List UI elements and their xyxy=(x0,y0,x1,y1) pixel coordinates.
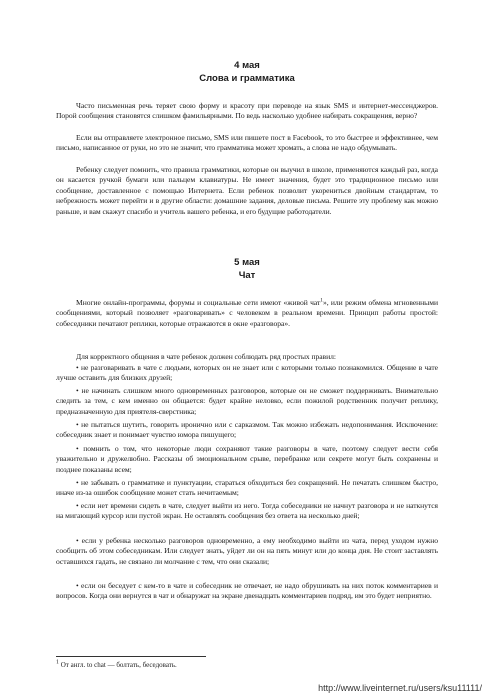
rule-item-6: • если нет времени сидеть в чате, следует выйти из него. Тогда собеседники не начнут разговора и не наткнутся на мигающий курсор или пустой экран. Не оставлять сообщения без ответа на несколько дней; xyxy=(56,501,438,521)
rule-item-2: • не начинать слишком много одновременных разговоров, которые он не сможет поддерживать. Внимательно следить за тем, с кем именно он общается: будет крайне неловко, если пожилой родственник получит реплику, предназначенную для приятеля-сверстника; xyxy=(56,386,438,416)
section1-date: 4 мая xyxy=(234,60,260,71)
footnote xyxy=(56,661,177,670)
rule-item-7: • если у ребенка несколько разговоров одновременно, а ему необходимо выйти из чата, перед уходом нужно сообщить об этом собеседникам. Или следует знать, уйдет ли он на пять минут или до конца дня. Не стоит заставлять оставшихся гадать, не связано ли молчание с тем, что они сказали; xyxy=(56,536,438,566)
section2-date: 5 мая xyxy=(234,257,260,268)
watermark-url: http://www.liveinternet.ru/users/ksu11111/ xyxy=(318,683,482,693)
section1-paragraph-2: Если вы отправляете электронное письмо, SMS или пишете пост в Facebook, то это быстрее и эффективнее, чем письмо, написанное от руки, но это не значит, что грамматика может хромать, а слова не надо обдумывать. xyxy=(56,133,438,153)
intro-text-before-note: Многие онлайн-программы, форумы и социальные сети имеют «живой чат xyxy=(76,298,321,307)
rule-item-3: • не пытаться шутить, говорить иронично или с сарказмом. Так можно избежать недопонимания. Исключение: собеседник знает и понимает чувство юмора пишущего; xyxy=(56,420,438,440)
footnote-mark: 1 xyxy=(56,659,59,666)
section2-title: Чат xyxy=(238,270,256,281)
rule-item-5: • не забывать о грамматике и пунктуации, стараться обходиться без сокращений. Не печатать слишком быстро, иначе из-за ошибок сообщение может стать нечитаемым; xyxy=(56,478,438,498)
footnote-reference: 1 xyxy=(320,297,323,304)
rule-item-8: • если он беседует с кем-то в чате и собеседник не отвечает, не надо обрушивать на них поток комментариев и вопросов. Когда они вернутся в чат и обнаружат на экране двенадцать комментариев подряд, им это будет неприятно. xyxy=(56,581,438,601)
rule-item-4: • помнить о том, что некоторые люди сохраняют такие разговоры в чате, поэтому следует вести себя уважительно и дружелюбно. Рассказы об эмоциональном срыве, перебранке или секрете могут быть сохранены и позднее показаны всем; xyxy=(56,444,438,474)
intro-text-after-note: », или режим обмена мгновенными сообщениями, который позволяет «разговаривать» с человеком в реальном времени. Принцип работы простой: собеседники печатают реплики, которые отражаются в окне «разговора». xyxy=(56,298,438,328)
footnote-text: От англ. to chat — болтать, беседовать. xyxy=(60,661,177,669)
footnote-divider xyxy=(56,656,206,657)
rules-intro: Для корректного общения в чате ребенок должен соблюдать ряд простых правил: xyxy=(76,352,336,361)
section1-title: Слова и грамматика xyxy=(199,73,295,84)
rule-item-1: • не разговаривать в чате с людьми, которых он не знает или с которыми только познакомился. Общение в чате лучше оставить для близких друзей; xyxy=(56,363,438,383)
section1-paragraph-1: Часто письменная речь теряет свою форму и красоту при переводе на язык SMS и интернет-мессенджеров. Порой сообщения становятся слишком фамильярными. По ведь насколько удобнее набирать сокращения, верно? xyxy=(56,101,438,121)
section1-paragraph-3: Ребенку следует помнить, что правила грамматики, которые он выучил в школе, применяются каждый раз, когда он касается ручкой бумаги или пальцем клавиатуры. Не имеет значения, будет это традиционное письмо или сообщение, доставленное с помощью Интернета. Если ребенок позволит укорениться двойным стандартам, то небрежность может перейти и в другие области: домашние задания, деловые письма. Решите эту проблему как можно раньше, и вам скажут спасибо и учитель вашего ребенка, и его будущие работодатели. xyxy=(56,165,438,216)
section2-intro xyxy=(56,298,438,329)
